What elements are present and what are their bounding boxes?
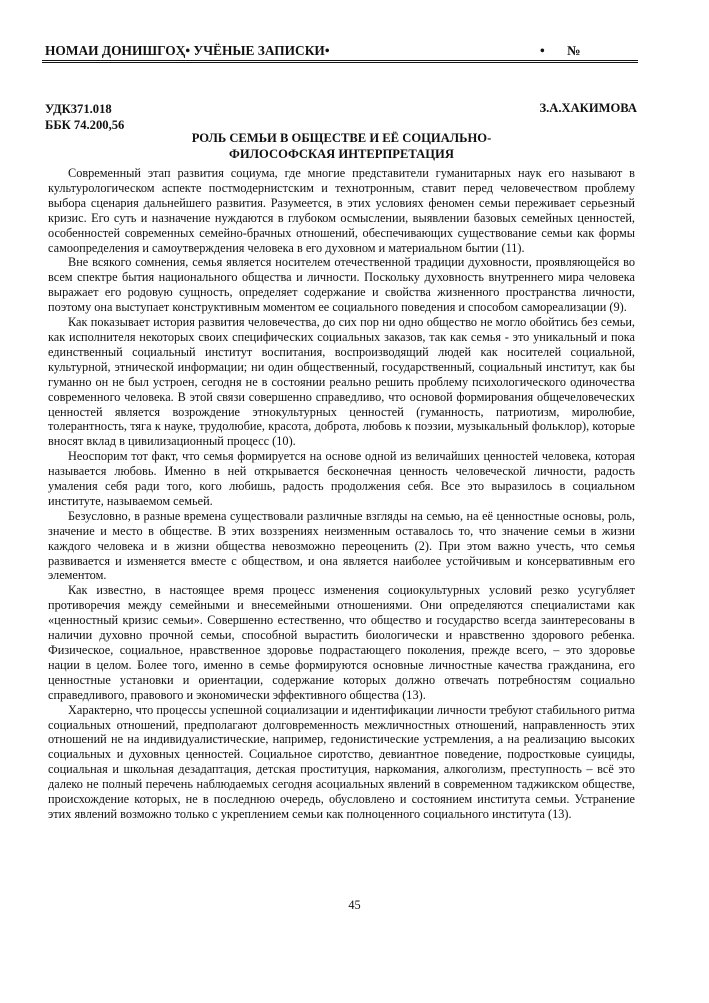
header-bullet: • [540,43,545,58]
article-title-line-1: РОЛЬ СЕМЬИ В ОБЩЕСТВЕ И ЕЁ СОЦИАЛЬНО- [191,131,492,145]
article-title-line-2: ФИЛОСОФСКАЯ ИНТЕРПРЕТАЦИЯ [229,147,454,161]
paragraph: Как показывает история развития человечества, до сих пор ни одно общество не могло обойтись без семьи, как исполнителя некоторых своих специфических социальных заказов, так как семья - это уникальный и пока единственный социальный институт воспитания, воспроизводящий людей как носителей социальной, культурной, этнической информации; ни один общественный, государственный, социальный институт, как бы гуманно он не был устроен, сегодня не в состоянии реально решить проблему психологического одиночества современного человека. В этой связи совершенно справедливо, что основой формирования общечеловеческих ценностей является возрождение этнокультурных ценностей (гуманность, патриотизм, миролюбие, толерантность, тяга к науке, трудолюбие, красота, доброта, любовь к поэзии, музыкальный фольклор), которые вносят вклад в цивилизационный процесс (10). [48,315,635,449]
udk-code: УДК371.018 [45,102,112,116]
paragraph: Безусловно, в разные времена существовали различные взгляды на семью, на её ценностные основы, роль, значение и место в обществе. В этих воззрениях неизменным оставалось то, что значение семьи в жизни каждого человека и в жизни общества невозможно переоценить (2). При этом важно учесть, что семья развивается и изменяется вместе с обществом, и она является наиболее устойчивым и консервативным его элементом. [48,508,635,583]
running-header [45,41,635,61]
paragraph: Как известно, в настоящее время процесс изменения социокультурных условий резко усугубляет противоречия между семейными и внесемейными отношениями. Они определяются специалистами как «ценностный кризис семьи». Совершенно естественно, что общество и государство всегда заинтересованы в наличии духовно прочной семьи, способной вырастить биологически и нравственно здорового ребенка. Физическое, социальное, нравственное здоровье подрастающего поколения, прежде всего, – это здоровье нации в целом. Более того, именно в семье формируются основные личностные качества гражданина, его ценностные установки и ориентации, содержание которых должно отвечать потребностям социально справедливого, правового и экономически эффективного общества (13). [48,583,635,702]
article-title [45,130,638,162]
page-number: 45 [348,898,361,912]
issue-number-label: № [567,43,581,58]
article-body [48,166,635,822]
bbk-code: ББК 74.200,56 [45,118,125,132]
author-name: З.А.ХАКИМОВА [539,101,637,115]
paragraph: Характерно, что процессы успешной социализации и идентификации личности требуют стабильного ритма социальных отношений, предполагают долговременность межличностных отношений, направленность этих отношений не на индивидуалистические, например, гедонистические устремления, а на реализацию высоких социальных и духовных ценностей. Социальное сиротство, девиантное поведение, подростковые суициды, социальная и школьная дезадаптация, детская проституция, наркомания, алкоголизм, преступность – всё это далеко не полный перечень наблюдаемых сегодня асоциальных явлений в современном таджикском обществе, происхождение которых, не в последнюю очередь, обусловлено и состоянием института семьи. Устранение этих явлений возможно только с укреплением семьи как полноценного социального института (13). [48,702,635,821]
journal-title: НОМАИ ДОНИШГОҲ• УЧЁНЫЕ ЗАПИСКИ• [45,43,330,58]
header-rule [42,60,638,63]
paragraph: Современный этап развития социума, где многие представители гуманитарных наук его называют в культурологическом аспекте постмодернистским и технотронным, ставит перед человечеством проблему выбора сценария дальнейшего развития. Разумеется, в этих условиях феномен семьи переживает серьезный кризис. Его суть и назначение нуждаются в глубоком осмыслении, выявлении базовых семейных ценностей, особенностей современных семейно-брачных отношений, обеспечивающих существование семьи как формы самоопределения и самоутверждения человека в его духовном и материальном бытии (11). [48,166,635,255]
classification-codes [45,101,124,133]
paragraph: Вне всякого сомнения, семья является носителем отечественной традиции духовности, проявляющейся во всем спектре бытия национального общества и личности. Поскольку духовность внутреннего мира человека выражает его родовую сущность, определяет содержание и свойства жизненного пространства личности, поэтому она выступает конструктивным моментом ее социального поведения и способом самореализации (9). [48,255,635,315]
paragraph: Неоспорим тот факт, что семья формируется на основе одной из величайших ценностей человека, которая называется любовь. Именно в ней открывается бесконечная ценность человеческой личности, радость умаления себя ради того, кого любишь, радость продолжения себя. Все это выразилось в социальном институте, называемом семьей. [48,449,635,508]
